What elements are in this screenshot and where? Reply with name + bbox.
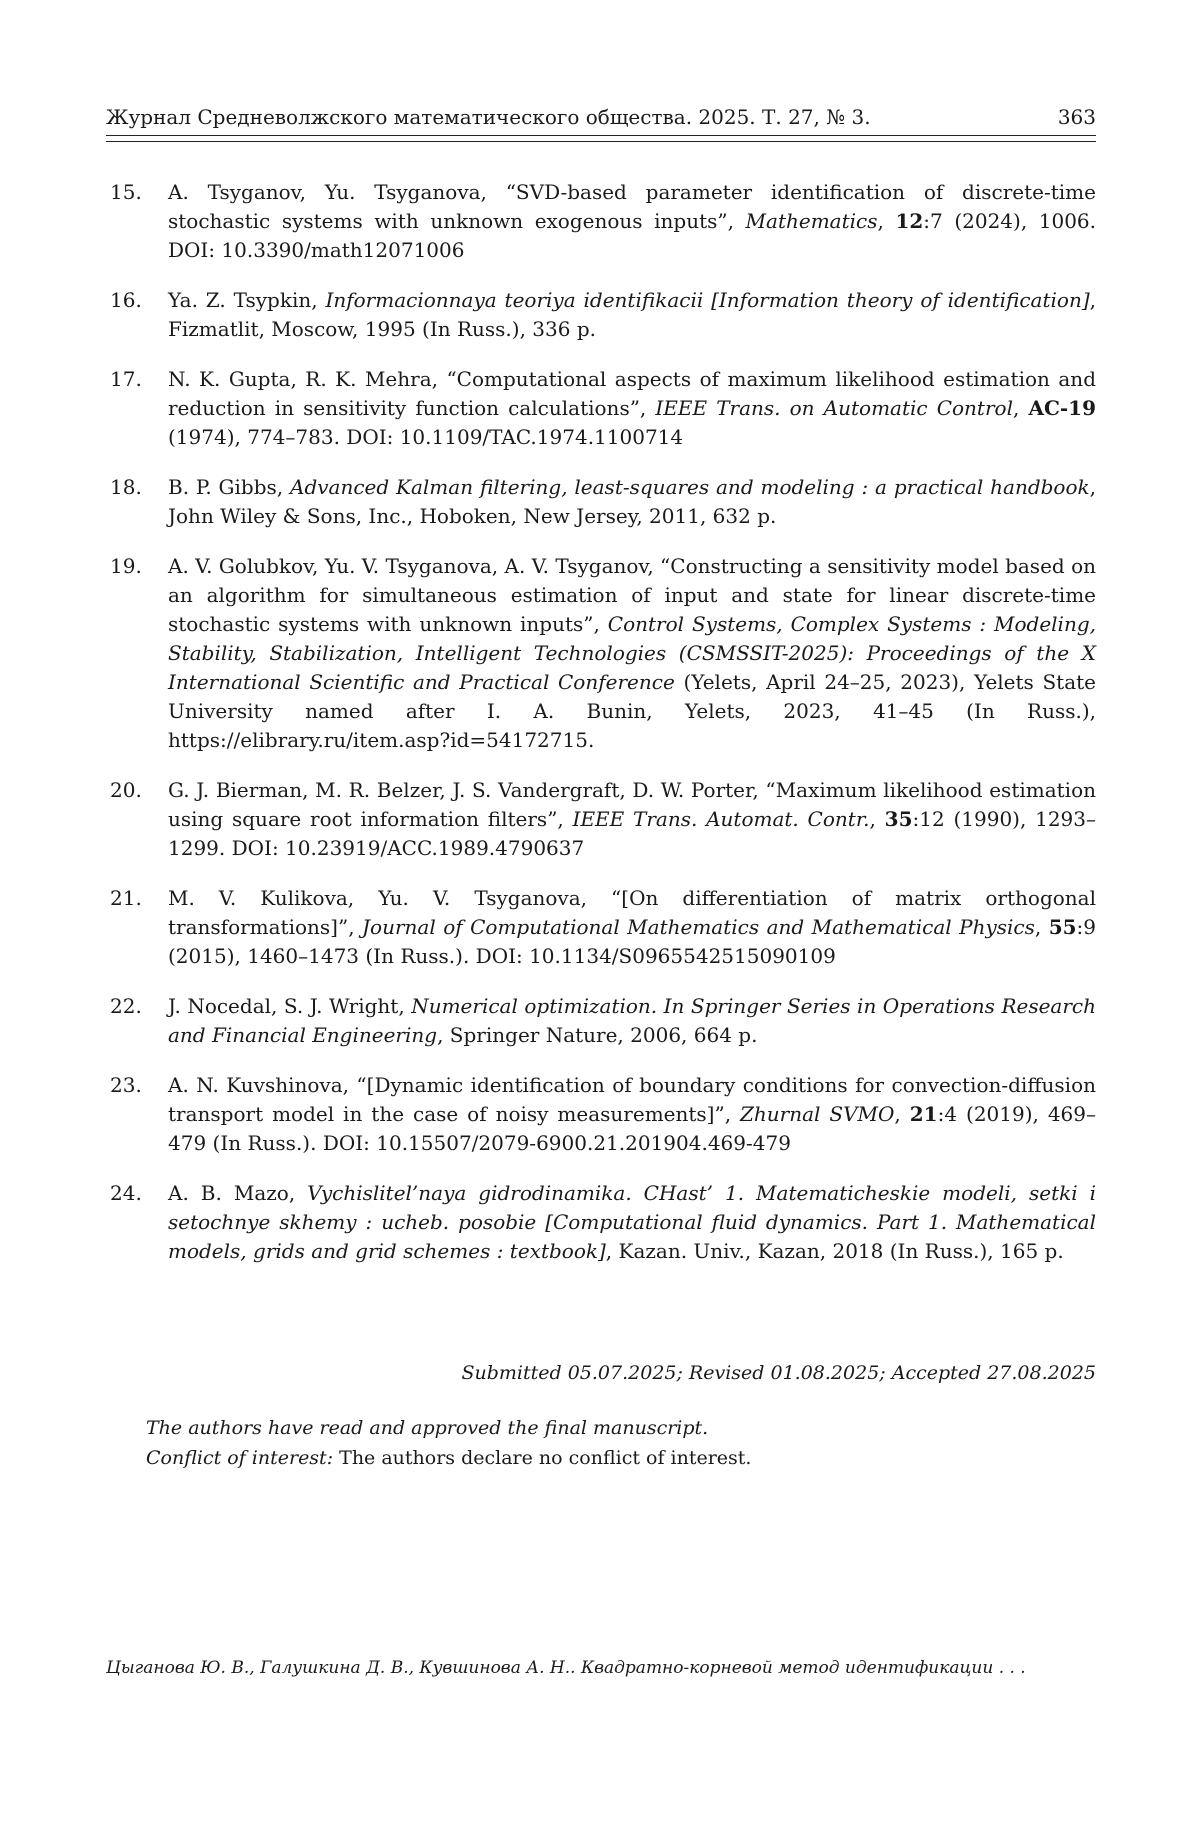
reference-number: 15. [110, 180, 142, 204]
reference-segment: , [1012, 396, 1029, 420]
reference-segment: A. V. Golubkov, Yu. V. Tsyganova, A. V. Tsyganov, “Constructing a sensitivity model based on an algorithm for simultaneous estimation of input and state for linear discrete-time stochastic systems with unknown inputs”, [168, 554, 1096, 636]
reference-title: Zhurnal SVMO [740, 1102, 895, 1126]
approval-note: The authors have read and approved the final manuscript. [146, 1417, 709, 1439]
reference-text [168, 286, 1096, 344]
reference-segment: , Springer Nature, 2006, 664 p. [437, 1023, 758, 1047]
reference-segment: , Kazan. Univ., Kazan, 2018 (In Russ.), 165 p. [605, 1239, 1064, 1263]
conflict-label: Conflict of interest: [146, 1447, 334, 1469]
reference-title: Advanced Kalman filtering, least-squares and modeling : a practical handbook [290, 475, 1090, 499]
reference-title: Mathematics [745, 209, 878, 233]
header-rule-top [106, 135, 1096, 136]
reference-segment: , [877, 209, 896, 233]
page-number: 363 [1057, 105, 1096, 129]
submission-dates: Submitted 05.07.2025; Revised 01.08.2025; Accepted 27.08.2025 [461, 1362, 1096, 1384]
reference-segment: , John Wiley & Sons, Inc., Hoboken, New Jersey, 2011, 632 p. [168, 475, 1096, 528]
reference-segment: A. B. Mazo, [168, 1181, 308, 1205]
reference-title: Control Systems, Complex Systems : Modeling, Stability, Stabilization, Intelligent Technologies (CSMSSIT-2025): Proceedings of the X International Scientific and Practical Conference [168, 612, 1096, 694]
reference-number: 21. [110, 886, 142, 910]
reference-list [110, 178, 1096, 1287]
reference-item [110, 286, 1096, 344]
reference-segment: J. Nocedal, S. J. Wright, [168, 994, 412, 1018]
reference-segment: A. N. Kuvshinova, “[Dynamic identification of boundary conditions for convection-diffusion transport model in the case of noisy measurements]”, [168, 1073, 1096, 1126]
running-header [106, 104, 1096, 130]
reference-text [168, 1071, 1096, 1158]
reference-volume: 21 [909, 1102, 938, 1126]
reference-number: 17. [110, 367, 142, 391]
reference-text [168, 178, 1096, 265]
reference-number: 24. [110, 1181, 142, 1205]
reference-segment: :7 (2024), 1006. DOI: 10.3390/math12071006 [168, 209, 1097, 262]
reference-text [168, 552, 1096, 755]
reference-number: 20. [110, 778, 142, 802]
journal-title: Журнал Средневолжского математического общества. 2025. Т. 27, № 3. [106, 105, 871, 129]
reference-item [110, 552, 1096, 755]
reference-segment: , [869, 807, 885, 831]
reference-title: IEEE Trans. Automat. Contr. [572, 807, 870, 831]
reference-segment: :4 (2019), 469–479 (In Russ.). DOI: 10.15507/2079-6900.21.201904.469-479 [168, 1102, 1097, 1155]
reference-segment: :9 (2015), 1460–1473 (In Russ.). DOI: 10.1134/S0965542515090109 [168, 915, 1097, 968]
reference-text [168, 473, 1096, 531]
reference-segment: (1974), 774–783. DOI: 10.1109/TAC.1974.1100714 [168, 425, 684, 449]
reference-text [168, 992, 1096, 1050]
author-notes [146, 1413, 751, 1473]
reference-volume: AC-19 [1028, 396, 1097, 420]
reference-text [168, 365, 1096, 452]
reference-volume: 12 [895, 209, 924, 233]
reference-title: Informacionnaya teoriya identifikacii [Information theory of identification] [325, 288, 1090, 312]
running-footer: Цыганова Ю. В., Галушкина Д. В., Кувшинова А. Н.. Квадратно-корневой метод идентификации . . . [106, 1658, 1026, 1678]
reference-segment: Ya. Z. Tsypkin, [168, 288, 326, 312]
reference-segment: G. J. Bierman, M. R. Belzer, J. S. Vandergraft, D. W. Porter, “Maximum likelihood estimation using square root information filters”, [168, 778, 1096, 831]
reference-item [110, 365, 1096, 452]
reference-item [110, 992, 1096, 1050]
conflict-note [146, 1443, 751, 1473]
reference-item [110, 1179, 1096, 1266]
reference-segment: , Fizmatlit, Moscow, 1995 (In Russ.), 336 p. [168, 288, 1096, 341]
reference-text [168, 776, 1096, 863]
reference-segment: A. Tsyganov, Yu. Tsyganova, “SVD-based parameter identification of discrete-time stochastic systems with unknown exogenous inputs”, [168, 180, 1096, 233]
reference-title: Vychislitel’naya gidrodinamika. CHast’ 1. Matematicheskie modeli, setki i setochnye skhemy : ucheb. posobie [Computational fluid dynamics. Part 1. Mathematical models, grids and grid schemes : textbook] [168, 1181, 1097, 1263]
reference-segment: (Yelets, April 24–25, 2023), Yelets State University named after I. A. Bunin, Yelets, 2023, 41–45 (In Russ.), https://elibrary.ru/item.asp?id=54172715. [168, 670, 1096, 752]
reference-number: 16. [110, 288, 142, 312]
reference-number: 19. [110, 554, 142, 578]
reference-text [168, 1179, 1096, 1266]
reference-number: 18. [110, 475, 142, 499]
reference-number: 22. [110, 994, 142, 1018]
reference-segment: :12 (1990), 1293–1299. DOI: 10.23919/ACC.1989.4790637 [168, 807, 1096, 860]
reference-segment: , [894, 1102, 910, 1126]
reference-item [110, 1071, 1096, 1158]
reference-segment: , [1034, 915, 1049, 939]
reference-title: IEEE Trans. on Automatic Control [655, 396, 1013, 420]
reference-title: Numerical optimization. In Springer Series in Operations Research and Financial Engineering [168, 994, 1096, 1047]
reference-number: 23. [110, 1073, 142, 1097]
reference-segment: B. P. Gibbs, [168, 475, 290, 499]
reference-volume: 55 [1048, 915, 1077, 939]
reference-item [110, 473, 1096, 531]
reference-volume: 35 [884, 807, 913, 831]
reference-item [110, 178, 1096, 265]
conflict-text: The authors declare no conflict of interest. [333, 1447, 752, 1469]
reference-item [110, 776, 1096, 863]
reference-text [168, 884, 1096, 971]
reference-segment: N. K. Gupta, R. K. Mehra, “Computational aspects of maximum likelihood estimation and reduction in sensitivity function calculations”, [168, 367, 1096, 420]
reference-item [110, 884, 1096, 971]
header-rule-bottom [106, 141, 1096, 142]
reference-title: Journal of Computational Mathematics and Mathematical Physics [362, 915, 1035, 939]
reference-segment: M. V. Kulikova, Yu. V. Tsyganova, “[On differentiation of matrix orthogonal transformations]”, [168, 886, 1096, 939]
